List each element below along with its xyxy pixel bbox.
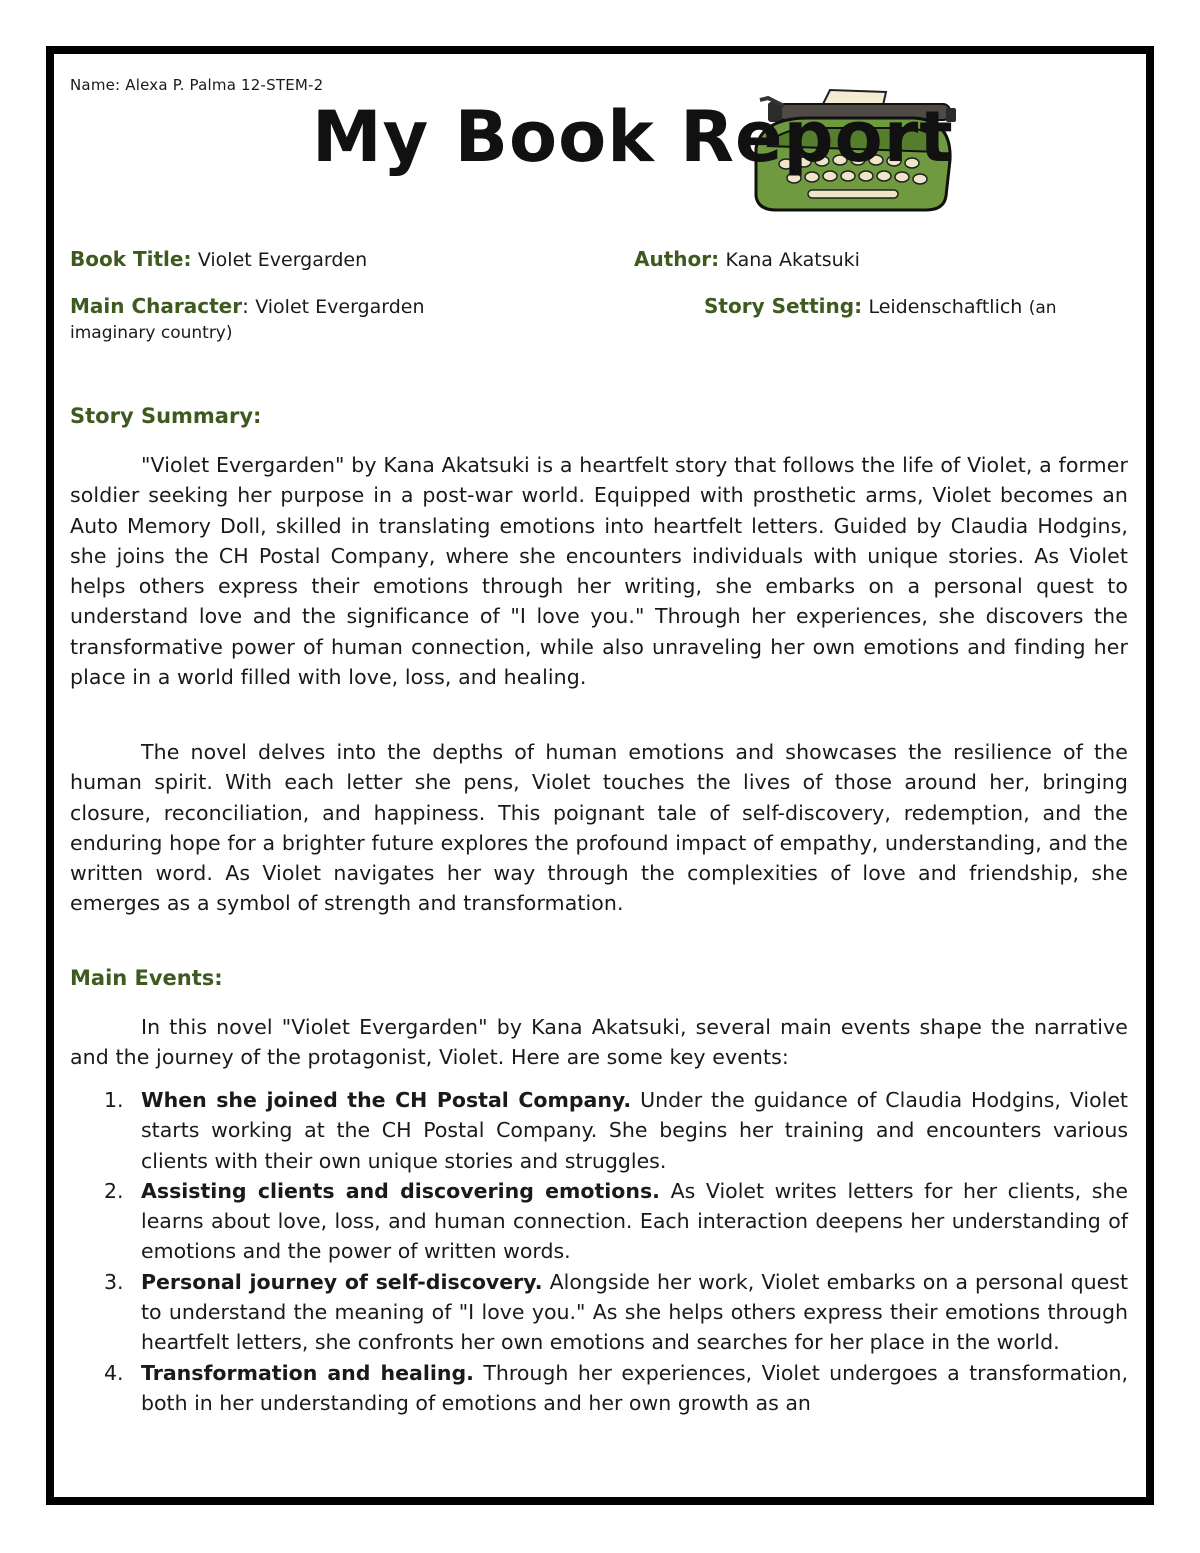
main-character-label: Main Character xyxy=(70,294,243,318)
story-setting-note-end: imaginary country) xyxy=(70,323,233,343)
event-item xyxy=(70,1358,1128,1419)
event-title: When she joined the CH Postal Company. xyxy=(141,1088,632,1112)
main-character-field xyxy=(70,294,425,318)
book-title-value: Violet Evergarden xyxy=(197,249,368,271)
event-item xyxy=(70,1085,1128,1176)
summary-paragraph-2: The novel delves into the depths of human emotions and showcases the resilience of the human spirit. With each letter she pens, Violet touches the lives of those around her, bringing closure, reconciliation, and happiness. This poignant tale of self-discovery, redemption, and the enduring hope for a brighter future explores the profound impact of empathy, understanding, and the written word. As Violet navigates her way through the complexities of love and friendship, she emerges as a symbol of strength and transformation. xyxy=(70,740,1128,916)
event-title: Assisting clients and discovering emotions. xyxy=(141,1178,660,1203)
event-number: 1. xyxy=(104,1088,124,1112)
book-title-field xyxy=(70,247,367,271)
story-summary-heading: Story Summary: xyxy=(70,404,262,428)
author-label: Author: xyxy=(634,247,720,271)
summary-paragraph-1: "Violet Evergarden" by Kana Akatsuki is a heartfelt story that follows the life of Violet, a former soldier seeking her purpose in a post-war world. Equipped with prosthetic arms, Violet becomes an Auto Memory Doll, skilled in translating emotions into heartfelt letters. Guided by Claudia Hodgins, she joins the CH Postal Company, where she encounters individuals with unique stories. As Violet helps others express their emotions through her writing, she embarks on a personal quest to understand love and the significance of "I love you." Through her experiences, she discovers the transformative power of human connection, while also unraveling her own emotions and finding her place in a world filled with love, loss, and healing. xyxy=(70,453,1128,690)
event-text: As Violet writes letters for her clients, she learns about love, loss, and human connection. Each interaction deepens her understanding of emotions and the power of written words. xyxy=(141,1178,1129,1264)
event-title: Transformation and healing. xyxy=(141,1360,474,1385)
main-events-list xyxy=(70,1085,1128,1418)
author-value: Kana Akatsuki xyxy=(725,249,860,271)
student-name: Name: Alexa P. Palma 12-STEM-2 xyxy=(70,76,324,94)
author-field xyxy=(634,247,860,271)
event-item xyxy=(70,1176,1128,1267)
book-title-label: Book Title: xyxy=(70,247,192,271)
story-setting-field xyxy=(704,294,1057,318)
story-setting-label: Story Setting: xyxy=(704,294,863,318)
event-title: Personal journey of self-discovery. xyxy=(141,1269,543,1294)
event-number: 3. xyxy=(104,1269,124,1294)
event-item xyxy=(70,1267,1128,1358)
main-character-value: Violet Evergarden xyxy=(255,296,425,318)
main-events-heading: Main Events: xyxy=(70,966,223,990)
event-text: Under the guidance of Claudia Hodgins, Violet starts working at the CH Postal Company. She begins her training and encounters various clients with their own unique stories and struggles. xyxy=(141,1088,1128,1173)
event-text: Through her experiences, Violet undergoes a transformation, both in her understanding of emotions and her own growth as an xyxy=(141,1360,1128,1415)
story-setting-value: Leidenschaftlich xyxy=(868,296,1023,318)
event-number: 2. xyxy=(104,1178,124,1203)
story-setting-note-start: (an xyxy=(1028,298,1057,318)
page-title: My Book Report xyxy=(312,96,954,178)
main-character-colon: : xyxy=(242,294,249,318)
event-number: 4. xyxy=(104,1360,124,1385)
main-events-intro: In this novel "Violet Evergarden" by Kana Akatsuki, several main events shape the narrative and the journey of the protagonist, Violet. Here are some key events: xyxy=(70,1015,1128,1070)
event-text: Alongside her work, Violet embarks on a personal quest to understand the meaning of "I love you." As she helps others express their emotions through heartfelt letters, she confronts her own emotions and searches for her place in the world. xyxy=(141,1269,1128,1355)
